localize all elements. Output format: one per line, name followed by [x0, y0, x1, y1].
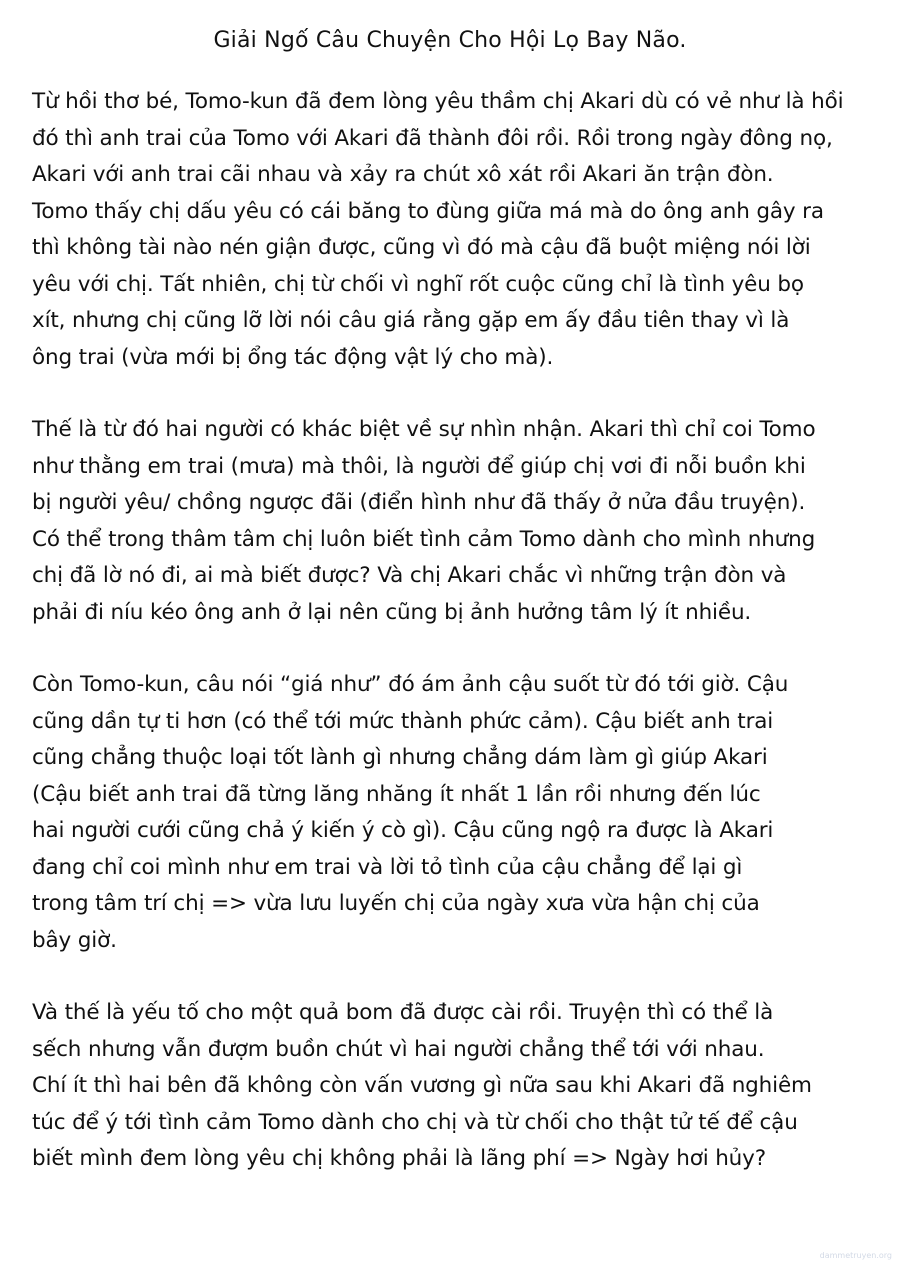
paragraph-3: [32, 667, 882, 959]
text-line: xít, nhưng chị cũng lỡ lời nói câu giá rằng gặp em ấy đầu tiên thay vì là: [32, 308, 790, 333]
text-line: đó thì anh trai của Tomo với Akari đã thành đôi rồi. Rồi trong ngày đông nọ,: [32, 125, 833, 151]
text-line: cũng dần tự ti hơn (có thể tới mức thành phức cảm). Cậu biết anh trai: [32, 708, 774, 734]
text-line: túc để ý tới tình cảm Tomo dành cho chị và từ chối cho thật tử tế để cậu: [32, 1109, 798, 1135]
text-line: biết mình đem lòng yêu chị không phải là lãng phí => Ngày hơi hủy?: [32, 1146, 766, 1171]
text-line: thì không tài nào nén giận được, cũng vì đó mà cậu đã buột miệng nói lời: [32, 235, 811, 260]
text-line: cũng chẳng thuộc loại tốt lành gì nhưng chẳng dám làm gì giúp Akari: [32, 745, 768, 770]
text-line: bây giờ.: [32, 927, 117, 953]
text-line: (Cậu biết anh trai đã từng lăng nhăng ít nhất 1 lần rồi nhưng đến lúc: [32, 781, 761, 807]
text-line: Từ hồi thơ bé, Tomo-kun đã đem lòng yêu thầm chị Akari dù có vẻ như là hồi: [32, 89, 844, 114]
text-line: Và thế là yếu tố cho một quả bom đã được cài rồi. Truyện thì có thể là: [32, 1000, 774, 1025]
text-line: đang chỉ coi mình như em trai và lời tỏ tình của cậu chẳng để lại gì: [32, 854, 743, 880]
text-line: hai người cưới cũng chả ý kiến ý cò gì). Cậu cũng ngộ ra được là Akari: [32, 818, 774, 843]
watermark: dammetruyen.org: [819, 1251, 892, 1260]
text-line: chị đã lờ nó đi, ai mà biết được? Và chị Akari chắc vì những trận đòn và: [32, 563, 787, 588]
paragraph-4: [32, 995, 882, 1178]
text-line: Akari với anh trai cãi nhau và xảy ra chút xô xát rồi Akari ăn trận đòn.: [32, 162, 774, 187]
text-line: như thằng em trai (mưa) mà thôi, là người để giúp chị vơi đi nỗi buồn khi: [32, 453, 806, 479]
text-line: Còn Tomo-kun, câu nói “giá như” đó ám ảnh cậu suốt từ đó tới giờ. Cậu: [32, 672, 789, 697]
article-body: [32, 84, 882, 1178]
text-line: Thế là từ đó hai người có khác biệt về sự nhìn nhận. Akari thì chỉ coi Tomo: [32, 417, 816, 442]
text-line: phải đi níu kéo ông anh ở lại nên cũng bị ảnh hưởng tâm lý ít nhiều.: [32, 599, 752, 625]
text-line: trong tâm trí chị => vừa lưu luyến chị của ngày xưa vừa hận chị của: [32, 891, 760, 916]
text-line: bị người yêu/ chồng ngược đãi (điển hình như đã thấy ở nửa đầu truyện).: [32, 490, 806, 515]
text-line: sếch nhưng vẫn đượm buồn chút vì hai người chẳng thể tới với nhau.: [32, 1036, 765, 1062]
text-line: Tomo thấy chị dấu yêu có cái băng to đùng giữa má mà do ông anh gây ra: [32, 198, 824, 224]
paragraph-1: [32, 84, 882, 376]
text-line: yêu với chị. Tất nhiên, chị từ chối vì nghĩ rốt cuộc cũng chỉ là tình yêu bọ: [32, 271, 804, 297]
page-title: Giải Ngố Câu Chuyện Cho Hội Lọ Bay Não.: [213, 28, 687, 53]
text-line: Chí ít thì hai bên đã không còn vấn vương gì nữa sau khi Akari đã nghiêm: [32, 1073, 812, 1098]
text-line: ông trai (vừa mới bị ổng tác động vật lý cho mà).: [32, 344, 554, 370]
paragraph-2: [32, 412, 882, 631]
text-line: Có thể trong thâm tâm chị luôn biết tình cảm Tomo dành cho mình nhưng: [32, 526, 816, 552]
